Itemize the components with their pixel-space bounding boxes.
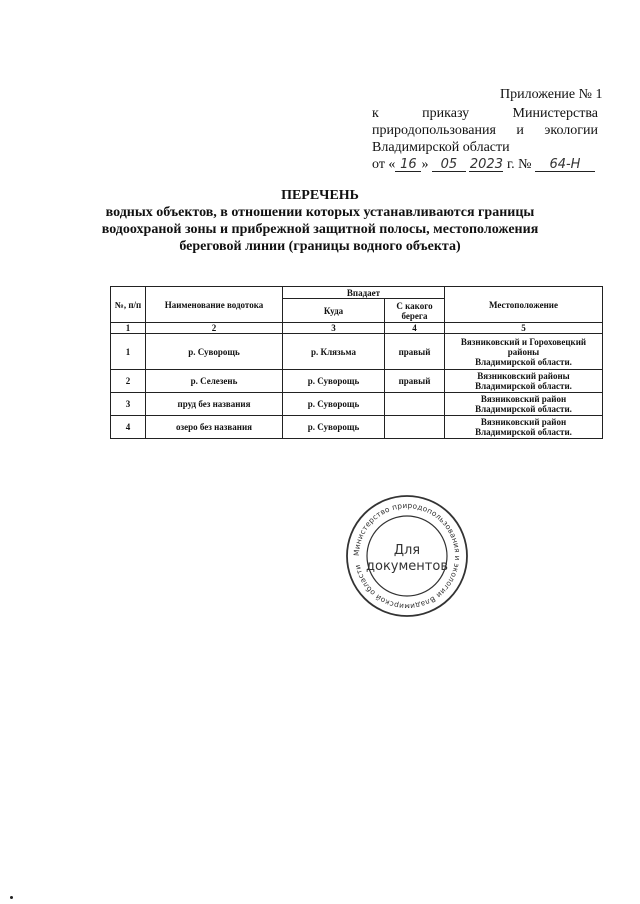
header-where: Куда <box>283 299 385 323</box>
header-flows: Впадает <box>283 287 445 299</box>
column-number: 1 <box>111 323 146 334</box>
row-bank: правый <box>385 370 445 393</box>
location-line: Владимирской области. <box>475 404 572 414</box>
row-bank <box>385 416 445 439</box>
location-line: Владимирской области. <box>475 356 572 367</box>
row-where: р. Клязьма <box>283 334 385 370</box>
row-location <box>445 334 603 370</box>
table-row <box>111 416 603 439</box>
heading-line: водоохраной зоны и прибрежной защитной полосы, местоположения <box>101 222 539 237</box>
row-name: р. Селезень <box>146 370 283 393</box>
row-num: 4 <box>111 416 146 439</box>
stamp-center-line: Для <box>393 543 421 558</box>
row-num: 3 <box>111 393 146 416</box>
row-where: р. Суворощь <box>283 370 385 393</box>
date-mid: » <box>421 157 429 172</box>
column-number: 2 <box>146 323 283 334</box>
order-word: к <box>372 106 379 121</box>
location-line: Вязниковский районы <box>477 371 570 381</box>
header-num: №, п/п <box>111 287 146 323</box>
row-name: пруд без названия <box>146 393 283 416</box>
column-number: 4 <box>385 323 445 334</box>
header-location: Местоположение <box>445 287 603 323</box>
row-num: 1 <box>111 334 146 370</box>
date-year-handwritten: 2023 <box>469 157 503 172</box>
order-region: Владимирской области <box>372 140 510 155</box>
order-number-handwritten: 64-Н <box>535 158 595 172</box>
row-where: р. Суворощь <box>283 416 385 439</box>
document-heading <box>60 187 580 255</box>
location-line: Вязниковский и Гороховецкий <box>460 336 587 347</box>
order-date-line <box>372 157 595 173</box>
location-line: Вязниковский район <box>480 394 567 404</box>
order-word: и <box>516 123 524 138</box>
page-speck <box>10 896 13 899</box>
row-name: озеро без названия <box>146 416 283 439</box>
appendix-title: Приложение № 1 <box>500 87 603 102</box>
table-row <box>111 393 603 416</box>
column-number: 3 <box>283 323 385 334</box>
location-line: Вязниковский район <box>480 417 567 427</box>
row-location <box>445 393 603 416</box>
date-prefix: от « <box>372 157 396 172</box>
date-month-handwritten: 05 <box>432 158 466 172</box>
table-row <box>111 370 603 393</box>
date-suffix: г. № <box>506 157 532 172</box>
row-name: р. Суворощь <box>146 334 283 370</box>
heading-line: береговой линии (границы водного объекта) <box>179 239 461 254</box>
location-line: Владимирской области. <box>475 381 572 391</box>
order-word: Министерства <box>512 106 598 121</box>
row-bank: правый <box>385 334 445 370</box>
order-word: приказу <box>422 106 470 121</box>
row-location <box>445 416 603 439</box>
order-reference-line <box>372 123 598 139</box>
row-num: 2 <box>111 370 146 393</box>
column-number: 5 <box>445 323 603 334</box>
header-bank: С какого берега <box>385 299 445 323</box>
heading-title: ПЕРЕЧЕНЬ <box>281 188 359 203</box>
row-where: р. Суворощь <box>283 393 385 416</box>
heading-line: водных объектов, в отношении которых устанавливаются границы <box>105 205 535 220</box>
header-name: Наименование водотока <box>146 287 283 323</box>
official-stamp <box>345 494 469 618</box>
stamp-center-line: документов <box>366 559 448 574</box>
stamp-ring-text: Министерство природопользования и экологии Владимирской области <box>351 500 463 612</box>
order-word: экологии <box>544 123 598 138</box>
location-line: Владимирской области. <box>475 427 572 437</box>
row-location <box>445 370 603 393</box>
order-word: природопользования <box>372 123 496 138</box>
location-line: районы <box>507 346 540 357</box>
order-reference-line <box>372 106 598 122</box>
row-bank <box>385 393 445 416</box>
date-day-handwritten: 16 <box>395 158 421 172</box>
table-row <box>111 334 603 370</box>
water-objects-table <box>110 286 603 439</box>
